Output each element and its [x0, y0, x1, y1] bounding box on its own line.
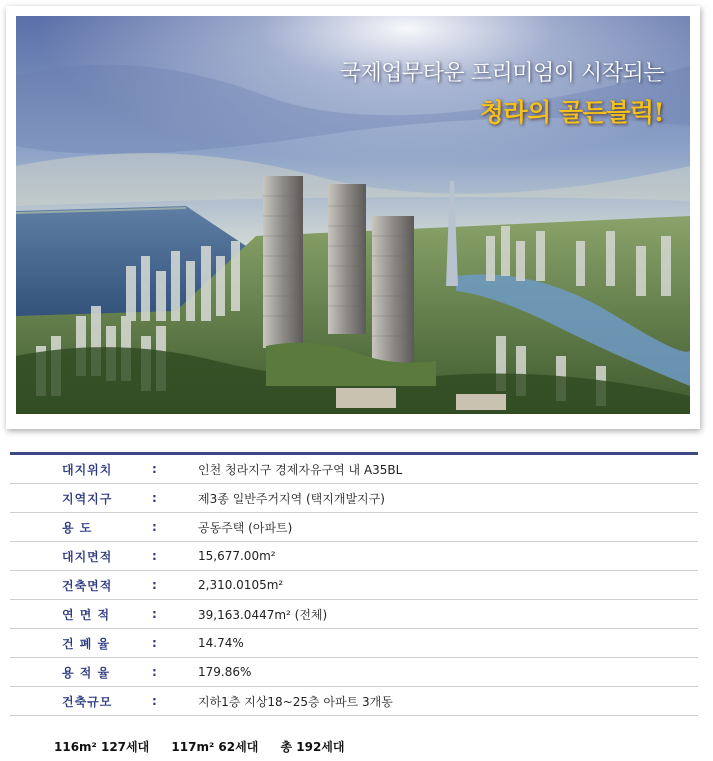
spec-label: 지역지구: [62, 491, 113, 506]
spec-label: 대지위치: [62, 462, 113, 477]
unit-type-117: 117m² 62세대: [171, 740, 259, 754]
headline-line1: 국제업무타운 프리미엄이 시작되는: [339, 61, 664, 86]
spec-value: 인천 청라지구 경제자유구역 내 A35BL: [198, 462, 403, 477]
spec-label: 용 도: [62, 520, 93, 535]
spec-colon: :: [152, 491, 157, 505]
spec-colon: :: [152, 636, 157, 650]
spec-label: 건축규모: [62, 694, 113, 709]
spec-value: 179.86%: [198, 665, 252, 679]
spec-colon: :: [152, 520, 157, 534]
spec-row-use: [10, 513, 698, 542]
spec-label: 연 면 적: [62, 607, 111, 622]
spec-row-zoning: [10, 484, 698, 513]
spec-label: 대지면적: [62, 549, 113, 564]
spec-row-building-scale: [10, 687, 698, 716]
spec-colon: :: [152, 607, 157, 621]
spec-value: 2,310.0105m²: [198, 578, 284, 592]
spec-row-coverage-ratio: [10, 629, 698, 658]
spec-value: 39,163.0447m² (전체): [198, 607, 328, 622]
spec-row-building-area: [10, 571, 698, 600]
hero-rendering: [16, 16, 690, 414]
spec-value: 지하1층 지상18~25층 아파트 3개동: [198, 694, 393, 709]
unit-total: 총 192세대: [280, 740, 345, 754]
spec-table: [10, 452, 698, 716]
hero-frame: [6, 6, 700, 429]
spec-value: 15,677.00m²: [198, 549, 276, 563]
spec-colon: :: [152, 665, 157, 679]
unit-summary: [54, 738, 363, 755]
unit-type-116: 116m² 127세대: [54, 740, 150, 754]
spec-row-site-area: [10, 542, 698, 571]
spec-colon: :: [152, 694, 157, 708]
spec-colon: :: [152, 462, 157, 476]
spec-row-total-floor-area: [10, 600, 698, 629]
spec-colon: :: [152, 549, 157, 563]
spec-value: 공동주택 (아파트): [198, 520, 293, 535]
spec-row-site-location: [10, 455, 698, 484]
spec-label: 건 폐 율: [62, 636, 111, 651]
hero-headline: [340, 56, 664, 129]
spec-value: 14.74%: [198, 636, 244, 650]
headline-line2: 청라의 골든블럭!: [479, 98, 664, 127]
spec-label: 용 적 율: [62, 665, 111, 680]
spec-value: 제3종 일반주거지역 (택지개발지구): [198, 491, 385, 506]
spec-label: 건축면적: [62, 578, 113, 593]
spec-row-floor-area-ratio: [10, 658, 698, 687]
spec-colon: :: [152, 578, 157, 592]
